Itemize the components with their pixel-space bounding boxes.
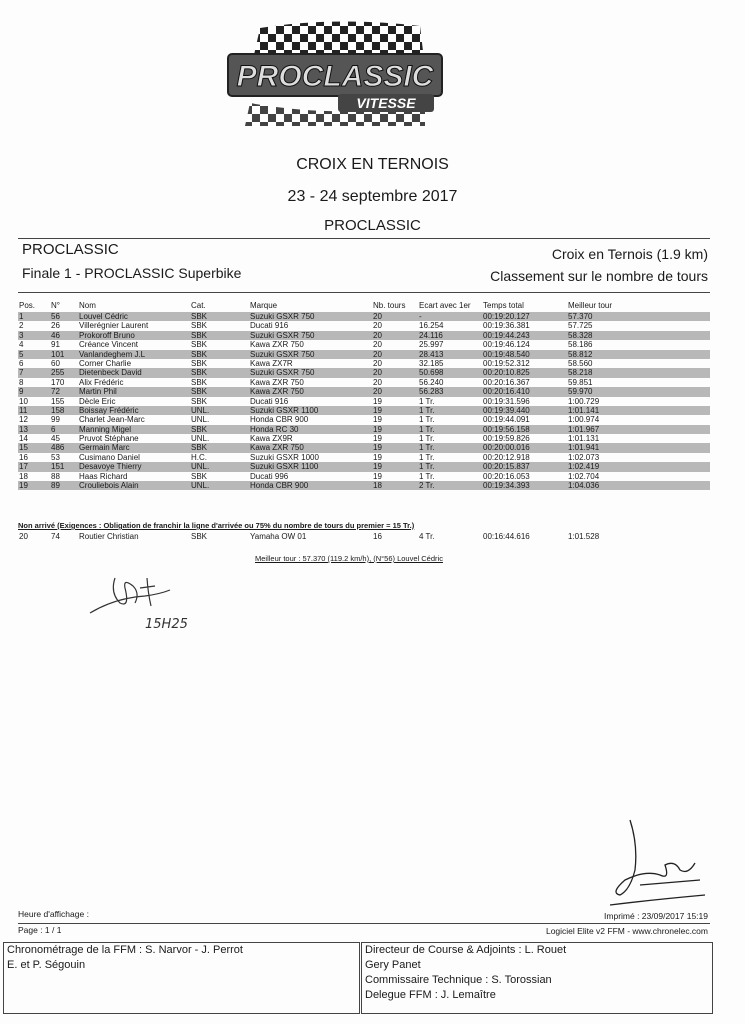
table-cell: SBK — [191, 532, 208, 541]
table-cell: 19 — [373, 462, 382, 472]
table-cell: 1:01.967 — [568, 424, 600, 434]
table-cell: SBK — [191, 396, 208, 406]
table-cell: 1 Tr. — [419, 424, 435, 434]
table-cell: 00:19:31.596 — [483, 396, 530, 406]
table-cell: Kawa ZX9R — [250, 434, 293, 444]
event-series: PROCLASSIC — [324, 217, 421, 234]
col-header: Nb. tours — [373, 301, 406, 310]
table-cell: 20 — [373, 312, 382, 321]
table-cell: 58.218 — [568, 368, 593, 378]
table-cell: 5 — [19, 349, 24, 359]
table-cell: 58.812 — [568, 349, 593, 359]
table-cell: 151 — [51, 462, 65, 472]
header-race: Finale 1 - PROCLASSIC Superbike — [22, 265, 242, 281]
table-row — [18, 434, 710, 443]
table-cell: Boissay Frédéric — [79, 405, 139, 415]
table-cell: Louvel Cédric — [79, 312, 128, 321]
page-number: Page : 1 / 1 — [18, 925, 62, 935]
table-cell: 59.970 — [568, 387, 593, 397]
table-row — [18, 453, 710, 462]
table-cell: Suzuki GSXR 750 — [250, 368, 315, 378]
table-cell: 19 — [19, 481, 28, 491]
table-cell: Cusimano Daniel — [79, 452, 140, 462]
table-cell: 19 — [373, 424, 382, 434]
table-cell: 20 — [373, 387, 382, 397]
table-cell: Haas Richard — [79, 471, 128, 481]
table-cell: Ducati 916 — [250, 321, 289, 331]
official-line: Chronométrage de la FFM : S. Narvor - J. Perrot — [7, 944, 243, 956]
table-header — [18, 300, 710, 312]
table-cell: SBK — [191, 340, 208, 350]
table-cell: 00:19:56.158 — [483, 424, 530, 434]
table-cell: 00:19:48.540 — [483, 349, 530, 359]
table-cell: 00:19:39.440 — [483, 405, 530, 415]
table-cell: 3 — [19, 330, 24, 340]
table-cell: 26 — [51, 321, 60, 331]
handwritten-time: 15H25 — [145, 617, 188, 632]
table-cell: 20 — [373, 330, 382, 340]
table-cell: Prokoroff Bruno — [79, 330, 135, 340]
table-row — [18, 331, 710, 340]
table-cell: SBK — [191, 368, 208, 378]
col-header: Temps total — [483, 301, 524, 310]
table-cell: 20 — [373, 340, 382, 350]
officials-timing-box — [3, 942, 360, 1014]
table-row — [18, 532, 710, 541]
table-cell: 1:01.941 — [568, 443, 600, 453]
table-cell: SBK — [191, 349, 208, 359]
table-cell: Ducati 996 — [250, 471, 289, 481]
table-cell: 1:02.073 — [568, 452, 600, 462]
table-cell: 11 — [19, 405, 28, 415]
table-cell: 91 — [51, 340, 60, 350]
table-cell: 00:19:52.312 — [483, 358, 530, 368]
signature-2 — [600, 815, 710, 910]
posting-time-label: Heure d'affichage : — [18, 909, 89, 919]
col-header: Marque — [250, 301, 278, 310]
table-row — [18, 368, 710, 377]
divider — [18, 292, 710, 293]
table-cell: 19 — [373, 415, 382, 425]
table-cell: 00:19:59.826 — [483, 434, 530, 444]
header-series: PROCLASSIC — [22, 241, 119, 258]
table-cell: Germain Marc — [79, 443, 130, 453]
table-cell: 170 — [51, 377, 65, 387]
table-cell: 57.370 — [568, 312, 593, 321]
table-cell: 20 — [373, 349, 382, 359]
table-cell: 1:02.704 — [568, 471, 600, 481]
official-line: Delegue FFM : J. Lemaître — [365, 989, 496, 1001]
table-row — [18, 378, 710, 387]
table-cell: 17 — [19, 462, 28, 472]
table-cell: 19 — [373, 452, 382, 462]
table-row — [18, 481, 710, 490]
table-row — [18, 397, 710, 406]
table-cell: Honda RC 30 — [250, 424, 299, 434]
table-row — [18, 312, 710, 321]
official-line: Commissaire Technique : S. Torossian — [365, 974, 552, 986]
table-cell: 1:02.419 — [568, 462, 600, 472]
table-cell: 46 — [51, 330, 60, 340]
table-cell: 58.560 — [568, 358, 593, 368]
proclassic-vitesse-logo — [220, 18, 450, 130]
table-cell: Créance Vincent — [79, 340, 138, 350]
table-cell: SBK — [191, 471, 208, 481]
table-cell: 19 — [373, 396, 382, 406]
table-cell: Alix Frédéric — [79, 377, 124, 387]
header-ranking-basis: Classement sur le nombre de tours — [490, 268, 708, 284]
table-cell: Honda CBR 900 — [250, 481, 309, 491]
table-cell: 20 — [373, 358, 382, 368]
table-cell: 72 — [51, 387, 60, 397]
table-cell: 9 — [19, 387, 24, 397]
table-cell: H.C. — [191, 452, 207, 462]
table-cell: 18 — [373, 481, 382, 491]
table-cell: 4 Tr. — [419, 532, 435, 541]
table-cell: SBK — [191, 443, 208, 453]
table-cell: SBK — [191, 330, 208, 340]
table-row — [18, 350, 710, 359]
table-cell: 16 — [19, 452, 28, 462]
official-line: Gery Panet — [365, 959, 421, 971]
table-cell: Routier Christian — [79, 532, 139, 541]
table-cell: 00:19:34.393 — [483, 481, 530, 491]
table-cell: 53 — [51, 452, 60, 462]
table-cell: 00:19:46.124 — [483, 340, 530, 350]
header-circuit-length: Croix en Ternois (1.9 km) — [551, 246, 708, 262]
table-cell: Kawa ZXR 750 — [250, 443, 304, 453]
col-header: Ecart avec 1er — [419, 301, 471, 310]
printed-timestamp: Imprimé : 23/09/2017 15:19 — [604, 911, 708, 921]
table-cell: UNL. — [191, 462, 210, 472]
table-row — [18, 462, 710, 471]
table-cell: Kawa ZX7R — [250, 358, 293, 368]
table-cell: Charlet Jean-Marc — [79, 415, 145, 425]
table-cell: 56 — [51, 312, 60, 321]
non-arrive-title: Non arrivé (Exigences : Obligation de franchir la ligne d'arrivée ou 75% du nombre de tours du premier = 15 Tr.) — [18, 521, 415, 530]
results-table — [18, 300, 710, 490]
table-cell: Suzuki GSXR 750 — [250, 349, 315, 359]
table-cell: 20 — [373, 321, 382, 331]
table-cell: 00:20:16.367 — [483, 377, 530, 387]
table-cell: 1:01.141 — [568, 405, 600, 415]
table-cell: 20 — [373, 377, 382, 387]
table-cell: 19 — [373, 471, 382, 481]
table-cell: 158 — [51, 405, 65, 415]
event-circuit: CROIX EN TERNOIS — [296, 156, 449, 173]
table-cell: 16.254 — [419, 321, 444, 331]
table-cell: 1:01.131 — [568, 434, 600, 444]
officials-direction-box — [361, 942, 713, 1014]
table-cell: 24.116 — [419, 330, 443, 340]
table-cell: 20 — [19, 532, 28, 541]
table-cell: SBK — [191, 358, 208, 368]
divider — [18, 238, 710, 239]
table-cell: Yamaha OW 01 — [250, 532, 307, 541]
logo-sub: VITESSE — [356, 95, 416, 111]
table-cell: Suzuki GSXR 1000 — [250, 452, 319, 462]
table-cell: Suzuki GSXR 1100 — [250, 405, 319, 415]
table-cell: 1 Tr. — [419, 471, 435, 481]
table-cell: 13 — [19, 424, 28, 434]
table-cell: 00:20:00.016 — [483, 443, 530, 453]
table-cell: 1 Tr. — [419, 396, 435, 406]
table-cell: Kawa ZXR 750 — [250, 387, 304, 397]
table-row — [18, 387, 710, 396]
table-cell: Dietenbeck David — [79, 368, 142, 378]
table-cell: SBK — [191, 387, 208, 397]
table-cell: 1 Tr. — [419, 434, 435, 444]
table-cell: 50.698 — [419, 368, 444, 378]
table-cell: 4 — [19, 340, 24, 350]
table-cell: 1:04.036 — [568, 481, 600, 491]
table-cell: - — [419, 312, 422, 321]
table-cell: 00:20:16.410 — [483, 387, 530, 397]
table-cell: 7 — [19, 368, 24, 378]
table-cell: 6 — [19, 358, 24, 368]
table-cell: 00:20:16.053 — [483, 471, 530, 481]
divider — [18, 923, 710, 924]
table-cell: Suzuki GSXR 750 — [250, 330, 315, 340]
software-credit: Logiciel Elite v2 FFM - www.chronelec.com — [545, 926, 708, 936]
table-cell: 00:20:15.837 — [483, 462, 530, 472]
table-row — [18, 472, 710, 481]
table-cell: UNL. — [191, 481, 210, 491]
table-cell: 00:20:10.825 — [483, 368, 530, 378]
table-cell: 2 — [19, 321, 24, 331]
table-cell: Suzuki GSXR 750 — [250, 312, 315, 321]
table-cell: 58.328 — [568, 330, 593, 340]
col-header: N° — [51, 301, 60, 310]
table-cell: 1 Tr. — [419, 462, 435, 472]
table-cell: Vanlandeghem J.L — [79, 349, 146, 359]
table-cell: Corner Charlie — [79, 358, 132, 368]
table-cell: UNL. — [191, 415, 210, 425]
table-cell: 1:00.974 — [568, 415, 600, 425]
table-cell: 19 — [373, 405, 382, 415]
table-row — [18, 406, 710, 415]
signature-1 — [85, 568, 175, 623]
table-cell: 155 — [51, 396, 65, 406]
table-cell: 99 — [51, 415, 60, 425]
table-cell: 00:16:44.616 — [483, 532, 530, 541]
table-cell: 101 — [51, 349, 65, 359]
table-row — [18, 425, 710, 434]
table-cell: 59.851 — [568, 377, 593, 387]
col-header: Pos. — [19, 301, 36, 310]
table-cell: 58.186 — [568, 340, 593, 350]
table-cell: Crouliebois Alain — [79, 481, 139, 491]
table-cell: 255 — [51, 368, 65, 378]
col-header: Meilleur tour — [568, 301, 613, 310]
table-row — [18, 340, 710, 349]
non-arrive-table — [18, 532, 710, 541]
table-cell: 8 — [19, 377, 24, 387]
table-cell: Suzuki GSXR 1100 — [250, 462, 319, 472]
table-cell: 19 — [373, 434, 382, 444]
table-cell: 57.725 — [568, 321, 593, 331]
table-cell: 1 Tr. — [419, 443, 435, 453]
table-cell: 45 — [51, 434, 60, 444]
table-cell: SBK — [191, 321, 208, 331]
table-cell: 00:19:44.091 — [483, 415, 530, 425]
table-cell: Dècle Eric — [79, 396, 116, 406]
table-cell: 6 — [51, 424, 56, 434]
table-cell: Ducati 916 — [250, 396, 289, 406]
official-line: E. et P. Ségouin — [7, 959, 86, 971]
table-cell: 00:19:20.127 — [483, 312, 530, 321]
table-cell: UNL. — [191, 434, 210, 444]
table-cell: 20 — [373, 368, 382, 378]
table-cell: 2 Tr. — [419, 481, 435, 491]
table-cell: 12 — [19, 415, 28, 425]
table-cell: 28.413 — [419, 349, 444, 359]
table-cell: 1:00.729 — [568, 396, 600, 406]
logo-brand: PROCLASSIC — [236, 60, 434, 93]
col-header: Nom — [79, 301, 96, 310]
table-row — [18, 359, 710, 368]
table-cell: 16 — [373, 532, 382, 541]
table-cell: SBK — [191, 424, 208, 434]
table-cell: 74 — [51, 532, 60, 541]
table-cell: 10 — [19, 396, 28, 406]
table-cell: 00:19:36.381 — [483, 321, 530, 331]
table-row — [18, 443, 710, 452]
table-row — [18, 415, 710, 424]
table-cell: 00:20:12.918 — [483, 452, 530, 462]
table-cell: 15 — [19, 443, 28, 453]
table-cell: UNL. — [191, 405, 210, 415]
table-cell: 25.997 — [419, 340, 444, 350]
official-line: Directeur de Course & Adjoints : L. Rouet — [365, 944, 567, 956]
table-cell: 56.283 — [419, 387, 444, 397]
table-cell: 18 — [19, 471, 28, 481]
table-cell: Honda CBR 900 — [250, 415, 309, 425]
table-cell: 1 — [19, 312, 24, 321]
table-cell: Kawa ZXR 750 — [250, 340, 304, 350]
table-cell: Pruvot Stéphane — [79, 434, 139, 444]
table-cell: 00:19:44.243 — [483, 330, 530, 340]
event-dates: 23 - 24 septembre 2017 — [287, 188, 458, 205]
table-cell: 1 Tr. — [419, 415, 435, 425]
table-cell: Villerégnier Laurent — [79, 321, 149, 331]
table-cell: 89 — [51, 481, 60, 491]
table-cell: SBK — [191, 312, 208, 321]
table-body — [18, 312, 710, 490]
table-cell: 1:01.528 — [568, 532, 600, 541]
table-cell: 60 — [51, 358, 60, 368]
table-cell: 14 — [19, 434, 28, 444]
table-cell: 1 Tr. — [419, 452, 435, 462]
table-cell: SBK — [191, 377, 208, 387]
table-cell: 486 — [51, 443, 65, 453]
table-cell: 56.240 — [419, 377, 444, 387]
table-cell: Manning Migel — [79, 424, 132, 434]
table-cell: 19 — [373, 443, 382, 453]
table-cell: Desavoye Thierry — [79, 462, 142, 472]
best-lap-note: Meilleur tour : 57.370 (119.2 km/h), (N°56) Louvel Cédric — [255, 554, 443, 563]
col-header: Cat. — [191, 301, 206, 310]
table-cell: Martin Phil — [79, 387, 117, 397]
table-cell: Kawa ZXR 750 — [250, 377, 304, 387]
table-cell: 32.185 — [419, 358, 444, 368]
table-cell: 1 Tr. — [419, 405, 435, 415]
table-row — [18, 321, 710, 330]
table-cell: 88 — [51, 471, 60, 481]
